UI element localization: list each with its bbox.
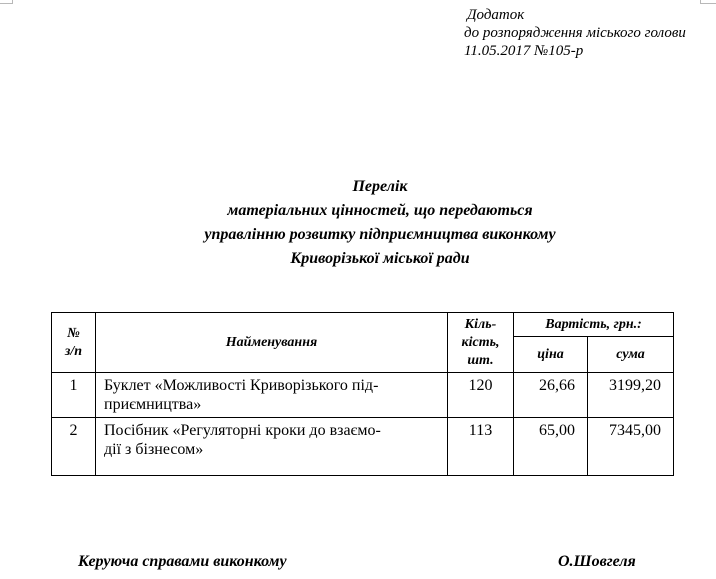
- annex-block: [464, 6, 686, 60]
- header-value: Вартість, грн.:: [514, 313, 674, 337]
- row-name: Буклет «Можливості Криворізького під- приємництва»: [96, 373, 448, 418]
- row-number: 2: [52, 418, 96, 476]
- annex-reference: до розпорядження міського голови: [464, 25, 686, 41]
- row-quantity: 113: [448, 418, 514, 476]
- header-sum: сума: [588, 337, 674, 373]
- row-quantity: 120: [448, 373, 514, 418]
- row-sum: 3199,20: [588, 373, 674, 418]
- title-line-2: матеріальних цінностей, що передаються: [227, 202, 533, 219]
- row-sum: 7345,00: [588, 418, 674, 476]
- row-number: 1: [52, 373, 96, 418]
- header-name: Найменування: [96, 313, 448, 373]
- annex-label: Додаток: [467, 7, 525, 23]
- page-corner-mark-right: [700, 0, 716, 4]
- header-number: № з/п: [52, 313, 96, 373]
- row-price: 65,00: [514, 418, 588, 476]
- signatory-position: Керуюча справами виконкому: [78, 553, 287, 570]
- document-title: [150, 175, 610, 271]
- page-corner-mark-left: [0, 0, 13, 4]
- table-row: [52, 373, 674, 418]
- annex-date-number: 11.05.2017 №105-р: [464, 43, 584, 59]
- materials-table: [51, 312, 674, 476]
- table-row: [52, 418, 674, 476]
- title-line-3: управлінню розвитку підприємництва виконкому: [204, 226, 556, 243]
- row-name: Посібник «Регуляторні кроки до взаємо- дії з бізнесом»: [96, 418, 448, 476]
- table-header-row: [52, 313, 674, 337]
- header-quantity: Кіль- кість, шт.: [448, 313, 514, 373]
- signatory-name: О.Шовгеля: [558, 553, 636, 570]
- title-line-1: Перелік: [352, 178, 408, 195]
- title-line-4: Криворізької міської ради: [290, 250, 470, 267]
- row-price: 26,66: [514, 373, 588, 418]
- header-price: ціна: [514, 337, 588, 373]
